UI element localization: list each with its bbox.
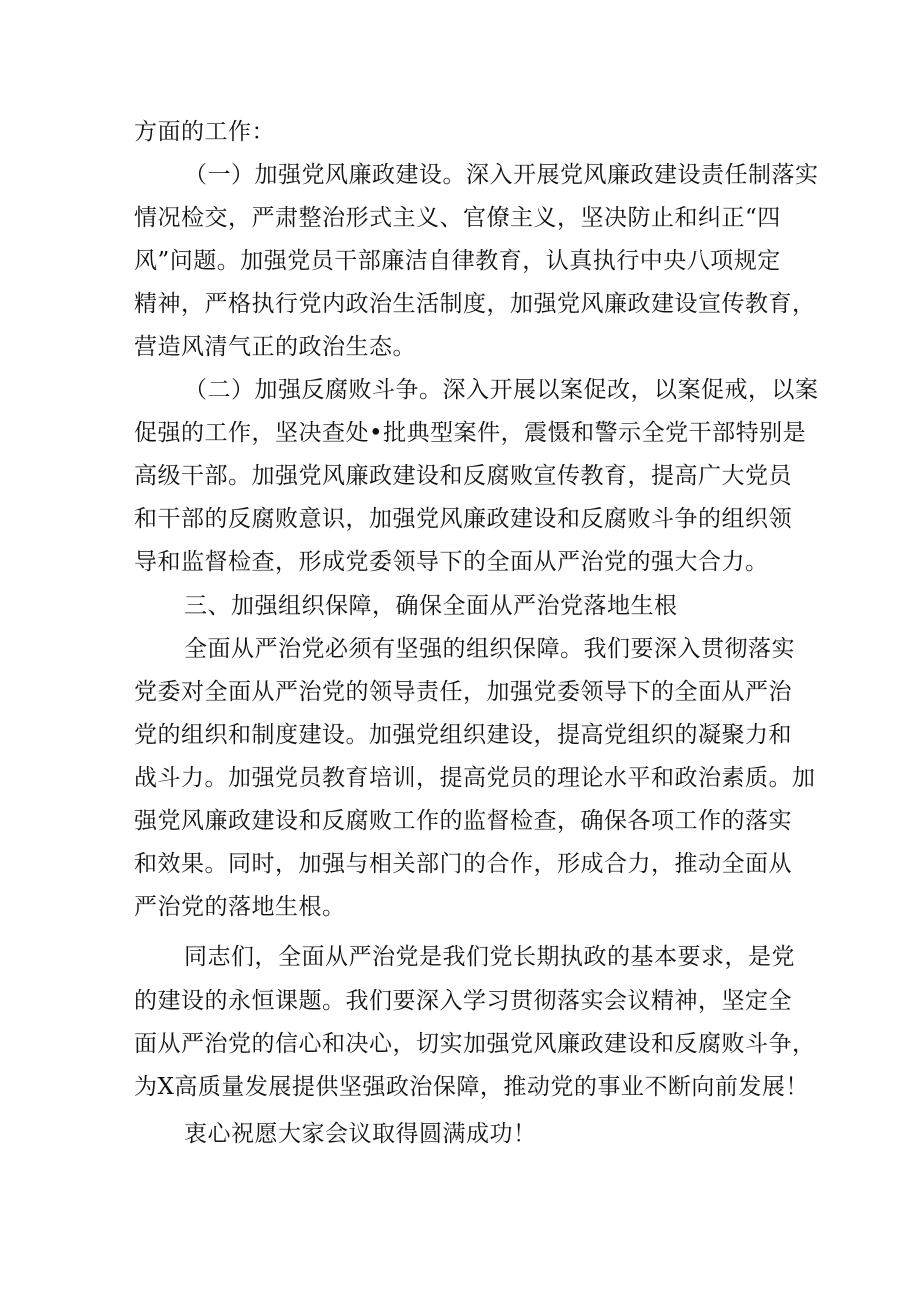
- section-heading-3: 三、加强组织保障，确保全面从严治党落地生根: [184, 593, 678, 619]
- paragraph-3-line-6: 和效果。同时，加强与相关部门的合作，形成合力，推动全面从: [134, 851, 792, 877]
- paragraph-3-line-1: 全面从严治党必须有坚强的组织保障。我们要深入贯彻落实: [184, 636, 795, 662]
- paragraph-1-line-5: 营造风清气正的政治生态。: [134, 334, 416, 360]
- closing-wish: 衷心祝愿大家会议取得圆满成功！: [184, 1121, 537, 1147]
- paragraph-4-line-3: 面从严治党的信心和决心，切实加强党风廉政建设和反腐败斗争，: [134, 1031, 816, 1057]
- paragraph-2-line-2: 促强的工作，坚决查处•批典型案件，震慑和警示全党干部特别是: [134, 420, 807, 446]
- paragraph-1-line-3: 风”问题。加强党员干部廉洁自律教育，认真执行中央八项规定: [134, 248, 781, 274]
- paragraph-2-line-4: 和干部的反腐败意识，加强党风廉政建设和反腐败斗争的组织领: [134, 506, 792, 532]
- paragraph-3-line-7: 严治党的落地生根。: [134, 894, 346, 920]
- paragraph-2-line-3: 高级干部。加强党风廉政建设和反腐败宣传教育，提高广大党员: [134, 463, 792, 489]
- paragraph-1-line-1: （一）加强党风廉政建设。深入开展党风廉政建设责任制落实: [184, 162, 819, 188]
- paragraph-2-line-1: （二）加强反腐败斗争。深入开展以案促改，以案促戒，以案: [184, 377, 819, 403]
- paragraph-1-line-4: 精神，严格执行党内政治生活制度，加强党风廉政建设宣传教育，: [134, 291, 816, 317]
- paragraph-3-line-3: 党的组织和制度建设。加强党组织建设，提高党组织的凝聚力和: [134, 722, 792, 748]
- paragraph-3-line-5: 强党风廉政建设和反腐败工作的监督检查，确保各项工作的落实: [134, 808, 792, 834]
- paragraph-1-line-2: 情况检交，严肃整治形式主义、官僚主义，坚决防止和纠正“四: [134, 205, 781, 231]
- paragraph-4-line-1: 同志们，全面从严治党是我们党长期执政的基本要求，是党: [184, 944, 795, 970]
- paragraph-2-line-5: 导和监督检查，形成党委领导下的全面从严治党的强大合力。: [134, 549, 769, 575]
- paragraph-3-line-4: 战斗力。加强党员教育培训，提高党员的理论水平和政治素质。加: [134, 765, 816, 791]
- paragraph-4-line-4: 为X高质量发展提供坚强政治保障，推动党的事业不断向前发展！: [134, 1074, 809, 1100]
- paragraph-3-line-2: 党委对全面从严治党的领导责任，加强党委领导下的全面从严治: [134, 679, 792, 705]
- text-line-section-intro: 方面的工作：: [134, 119, 275, 145]
- paragraph-4-line-2: 的建设的永恒课题。我们要深入学习贯彻落实会议精神，坚定全: [134, 988, 792, 1014]
